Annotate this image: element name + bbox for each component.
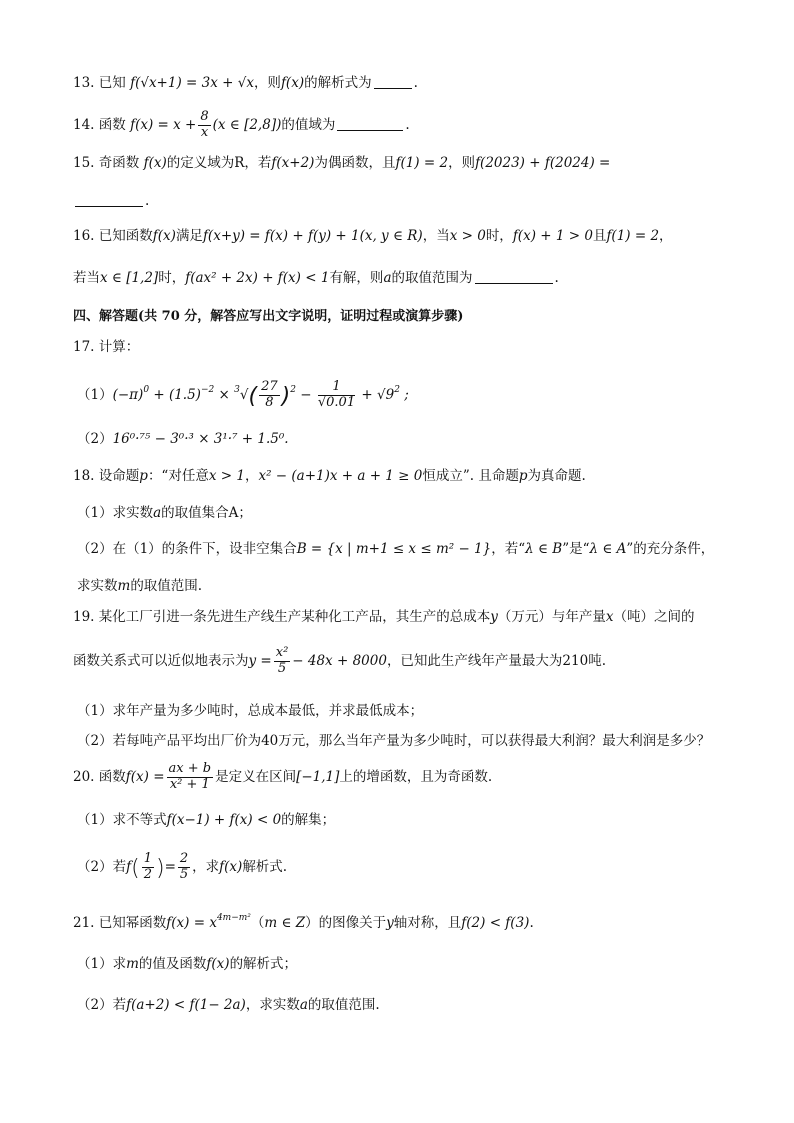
numerator: 1 <box>143 851 152 866</box>
text: 计算： <box>98 339 140 355</box>
math: f(ax² + 2x) + f(x) < 1 <box>185 270 330 286</box>
math: f(x) <box>219 858 243 875</box>
math: f(x) = <box>125 768 165 785</box>
question-number: 17. <box>73 339 95 355</box>
math-expression: $(-\pi)^0 + (1.5)^{-2} \times ^3√$( $\frac{27}{8}$ )$^2$ − $\frac{1}{√0.01}$ + $√9^2$ ; <box>112 379 409 410</box>
question-18-part2 <box>77 543 714 557</box>
question-21-part1 <box>77 958 297 972</box>
text: 的值域为 <box>281 116 336 133</box>
text: ，求实数 <box>245 997 300 1013</box>
math: f(1) = 2 <box>606 228 660 244</box>
math: f(x) <box>143 155 167 171</box>
math: f(1) = 2 <box>395 155 449 171</box>
math: [−1,1] <box>296 768 340 785</box>
text: ， <box>659 228 673 244</box>
math: a <box>299 997 308 1013</box>
math: f(x−1) + f(x) < 0 <box>166 812 282 828</box>
math: f(x) = x <box>166 915 217 931</box>
question-19-part1: （1）求年产量为多少吨时，总成本最低，并求最低成本； <box>77 703 424 719</box>
math: = <box>164 858 176 875</box>
numerator: x² <box>275 645 289 660</box>
math: y <box>386 915 394 931</box>
text: （ <box>250 915 265 931</box>
numerator: ax + b <box>168 761 212 776</box>
text: （万元）与年产量 <box>497 609 606 625</box>
math: f <box>126 858 132 875</box>
math: p <box>518 468 528 484</box>
text: . <box>529 915 534 931</box>
text: ，求 <box>192 858 220 875</box>
text: 的解集； <box>281 812 336 828</box>
text: ， <box>244 468 259 484</box>
text: （2）在（1）的条件下，设非空集合 <box>77 541 297 557</box>
text: ，则 <box>448 155 476 171</box>
denominator: x² + 1 <box>169 776 210 792</box>
math: f(2023) + f(2024) = <box>475 155 611 171</box>
question-16 <box>73 230 673 244</box>
math: f(x) <box>152 228 176 244</box>
math: f(x) <box>206 956 230 972</box>
question-number: 13. <box>73 75 95 91</box>
text: 时， <box>158 270 186 286</box>
math: y <box>490 609 498 625</box>
text: 函数关系式可以近似地表示为 <box>73 652 249 669</box>
question-number: 19. <box>73 609 95 625</box>
question-21 <box>73 913 534 931</box>
text: 且 <box>592 228 607 244</box>
text: ，若“ <box>491 541 526 557</box>
text: 某化工厂引进一条先进生产线生产某种化工产品，其生产的总成本 <box>98 609 491 625</box>
math: f(x+y) = f(x) + f(y) + 1(x, y ∈ R) <box>202 228 423 244</box>
text: 轴对称，且 <box>393 915 462 931</box>
question-15 <box>73 157 610 171</box>
math: f(x+2) <box>271 155 315 171</box>
text: 为真命题. <box>527 468 586 484</box>
question-number: 20. <box>73 768 95 785</box>
text: 若当 <box>73 270 100 286</box>
text: 的定义域为R，若 <box>166 155 272 171</box>
text: 已知函数 <box>98 228 153 244</box>
fraction <box>178 852 190 883</box>
text: （2）若 <box>77 858 127 875</box>
question-18-part2-cont <box>77 580 202 594</box>
text: ）的图像关于 <box>305 915 387 931</box>
text: 为偶函数，且 <box>314 155 396 171</box>
denominator: 2 <box>143 866 152 882</box>
text: 满足 <box>175 228 203 244</box>
text: 的取值范围为 <box>391 270 473 286</box>
text: 有解，则 <box>329 270 384 286</box>
math: f(x) <box>280 75 305 91</box>
question-19 <box>73 611 695 625</box>
text: 的取值范围. <box>130 578 203 594</box>
numerator: 8 <box>200 109 209 124</box>
text: . <box>554 270 559 286</box>
text: 设命题 <box>98 468 140 484</box>
question-number: 21. <box>73 915 95 931</box>
math: m <box>117 578 131 594</box>
part-label: （1） <box>77 386 113 403</box>
text: 的取值集合A； <box>161 505 252 521</box>
math: f(2) < f(3) <box>461 915 530 931</box>
text: （1）求不等式 <box>77 812 167 828</box>
part-label: （2） <box>77 431 113 447</box>
question-21-part2 <box>77 999 380 1013</box>
math: f(a+2) < f(1− 2a) <box>126 997 246 1013</box>
question-20-part2: （2）若f( $\frac{1}{2}$ )= $\frac{2}{5}$ ，求f(x)解析式. <box>77 851 288 882</box>
denominator: 5 <box>179 866 189 882</box>
math: x² − (a+1)x + a + 1 ≥ 0 <box>258 468 423 484</box>
answer-blank[interactable] <box>374 76 412 89</box>
answer-blank[interactable] <box>475 271 553 284</box>
fraction <box>167 762 214 793</box>
question-number: 18. <box>73 468 95 484</box>
question-number: 16. <box>73 228 95 244</box>
math: − 48x + 8000 <box>292 652 387 669</box>
text: 上的增函数，且为奇函数. <box>339 768 493 785</box>
text: ：“对任意 <box>147 468 209 484</box>
math: p <box>139 468 148 484</box>
question-20-part1 <box>77 814 335 828</box>
math: m ∈ Z <box>264 915 306 931</box>
math: x <box>605 609 614 625</box>
text: 的值及函数 <box>138 956 207 972</box>
question-13 <box>73 76 418 91</box>
math: f(x) = x + <box>130 116 197 133</box>
text: . <box>405 116 410 133</box>
text: ”是“ <box>562 541 590 557</box>
math: 16⁰·⁷⁵ − 3⁰·³ × 3¹·⁷ + 1.5⁰. <box>112 431 289 447</box>
question-16-line2 <box>73 271 559 286</box>
text: 函数 <box>98 116 126 133</box>
math: y = <box>248 652 272 669</box>
question-18-part1 <box>77 507 252 521</box>
text: ，当 <box>422 228 450 244</box>
text: 时， <box>485 228 513 244</box>
numerator: 2 <box>179 851 189 866</box>
text: 已知 <box>98 75 126 91</box>
text: . <box>413 75 418 91</box>
math: (x ∈ [2,8]) <box>212 116 282 133</box>
text: ，则 <box>253 75 281 91</box>
text: ”的充分条件， <box>626 541 715 557</box>
math: a <box>383 270 392 286</box>
text: （吨）之间的 <box>613 609 695 625</box>
question-number: 14. <box>73 116 95 133</box>
question-14 <box>73 110 410 141</box>
question-19-line2 <box>73 646 606 677</box>
math: f(x) + 1 > 0 <box>512 228 593 244</box>
text: . <box>145 193 150 209</box>
math: B = {x | m+1 ≤ x ≤ m² − 1} <box>296 541 492 557</box>
section-heading: 四、解答题(共 70 分，解答应写出文字说明，证明过程或演算步骤) <box>73 309 464 324</box>
math: x > 1 <box>208 468 245 484</box>
exponent: 4m−m² <box>216 913 251 923</box>
text: ，已知此生产线年产量最大为210吨. <box>386 652 606 669</box>
math: a <box>153 505 162 521</box>
fraction <box>198 110 210 141</box>
question-17-part1 <box>77 380 409 411</box>
text: 已知幂函数 <box>98 915 167 931</box>
question-19-part2: （2）若每吨产品平均出厂价为40万元，那么当年产量为多少吨时，可以获得最大利润？最大利润是多少？ <box>77 733 711 749</box>
fraction <box>274 646 291 677</box>
text: 求实数 <box>77 578 118 594</box>
text: 的解析式； <box>229 956 298 972</box>
text: 的取值范围. <box>307 997 380 1013</box>
text: 解析式. <box>242 858 288 875</box>
math: x ∈ [1,2] <box>100 270 159 286</box>
denominator: 5 <box>277 660 287 676</box>
text: （1）求实数 <box>77 505 154 521</box>
answer-blank[interactable] <box>337 118 403 131</box>
text: 的解析式为 <box>304 75 372 91</box>
question-15-answer-line <box>73 194 149 209</box>
text: 恒成立”. 且命题 <box>422 468 519 484</box>
question-17 <box>73 341 139 355</box>
math: f(√x+1) = 3x + √x <box>130 75 254 91</box>
fraction <box>142 852 154 883</box>
math: x > 0 <box>449 228 486 244</box>
math: λ ∈ B <box>525 541 563 557</box>
question-17-part2 <box>77 433 289 447</box>
text: 奇函数 <box>98 155 140 171</box>
text: （1）求 <box>77 956 127 972</box>
text: 函数 <box>98 768 126 785</box>
question-number: 15. <box>73 155 95 171</box>
question-18 <box>73 470 586 484</box>
answer-blank[interactable] <box>75 194 143 207</box>
math: λ ∈ A <box>589 541 627 557</box>
question-20 <box>73 762 492 793</box>
text: 是定义在区间 <box>215 768 297 785</box>
denominator: x <box>200 124 209 140</box>
text: （2）若 <box>77 997 127 1013</box>
math: m <box>126 956 139 972</box>
